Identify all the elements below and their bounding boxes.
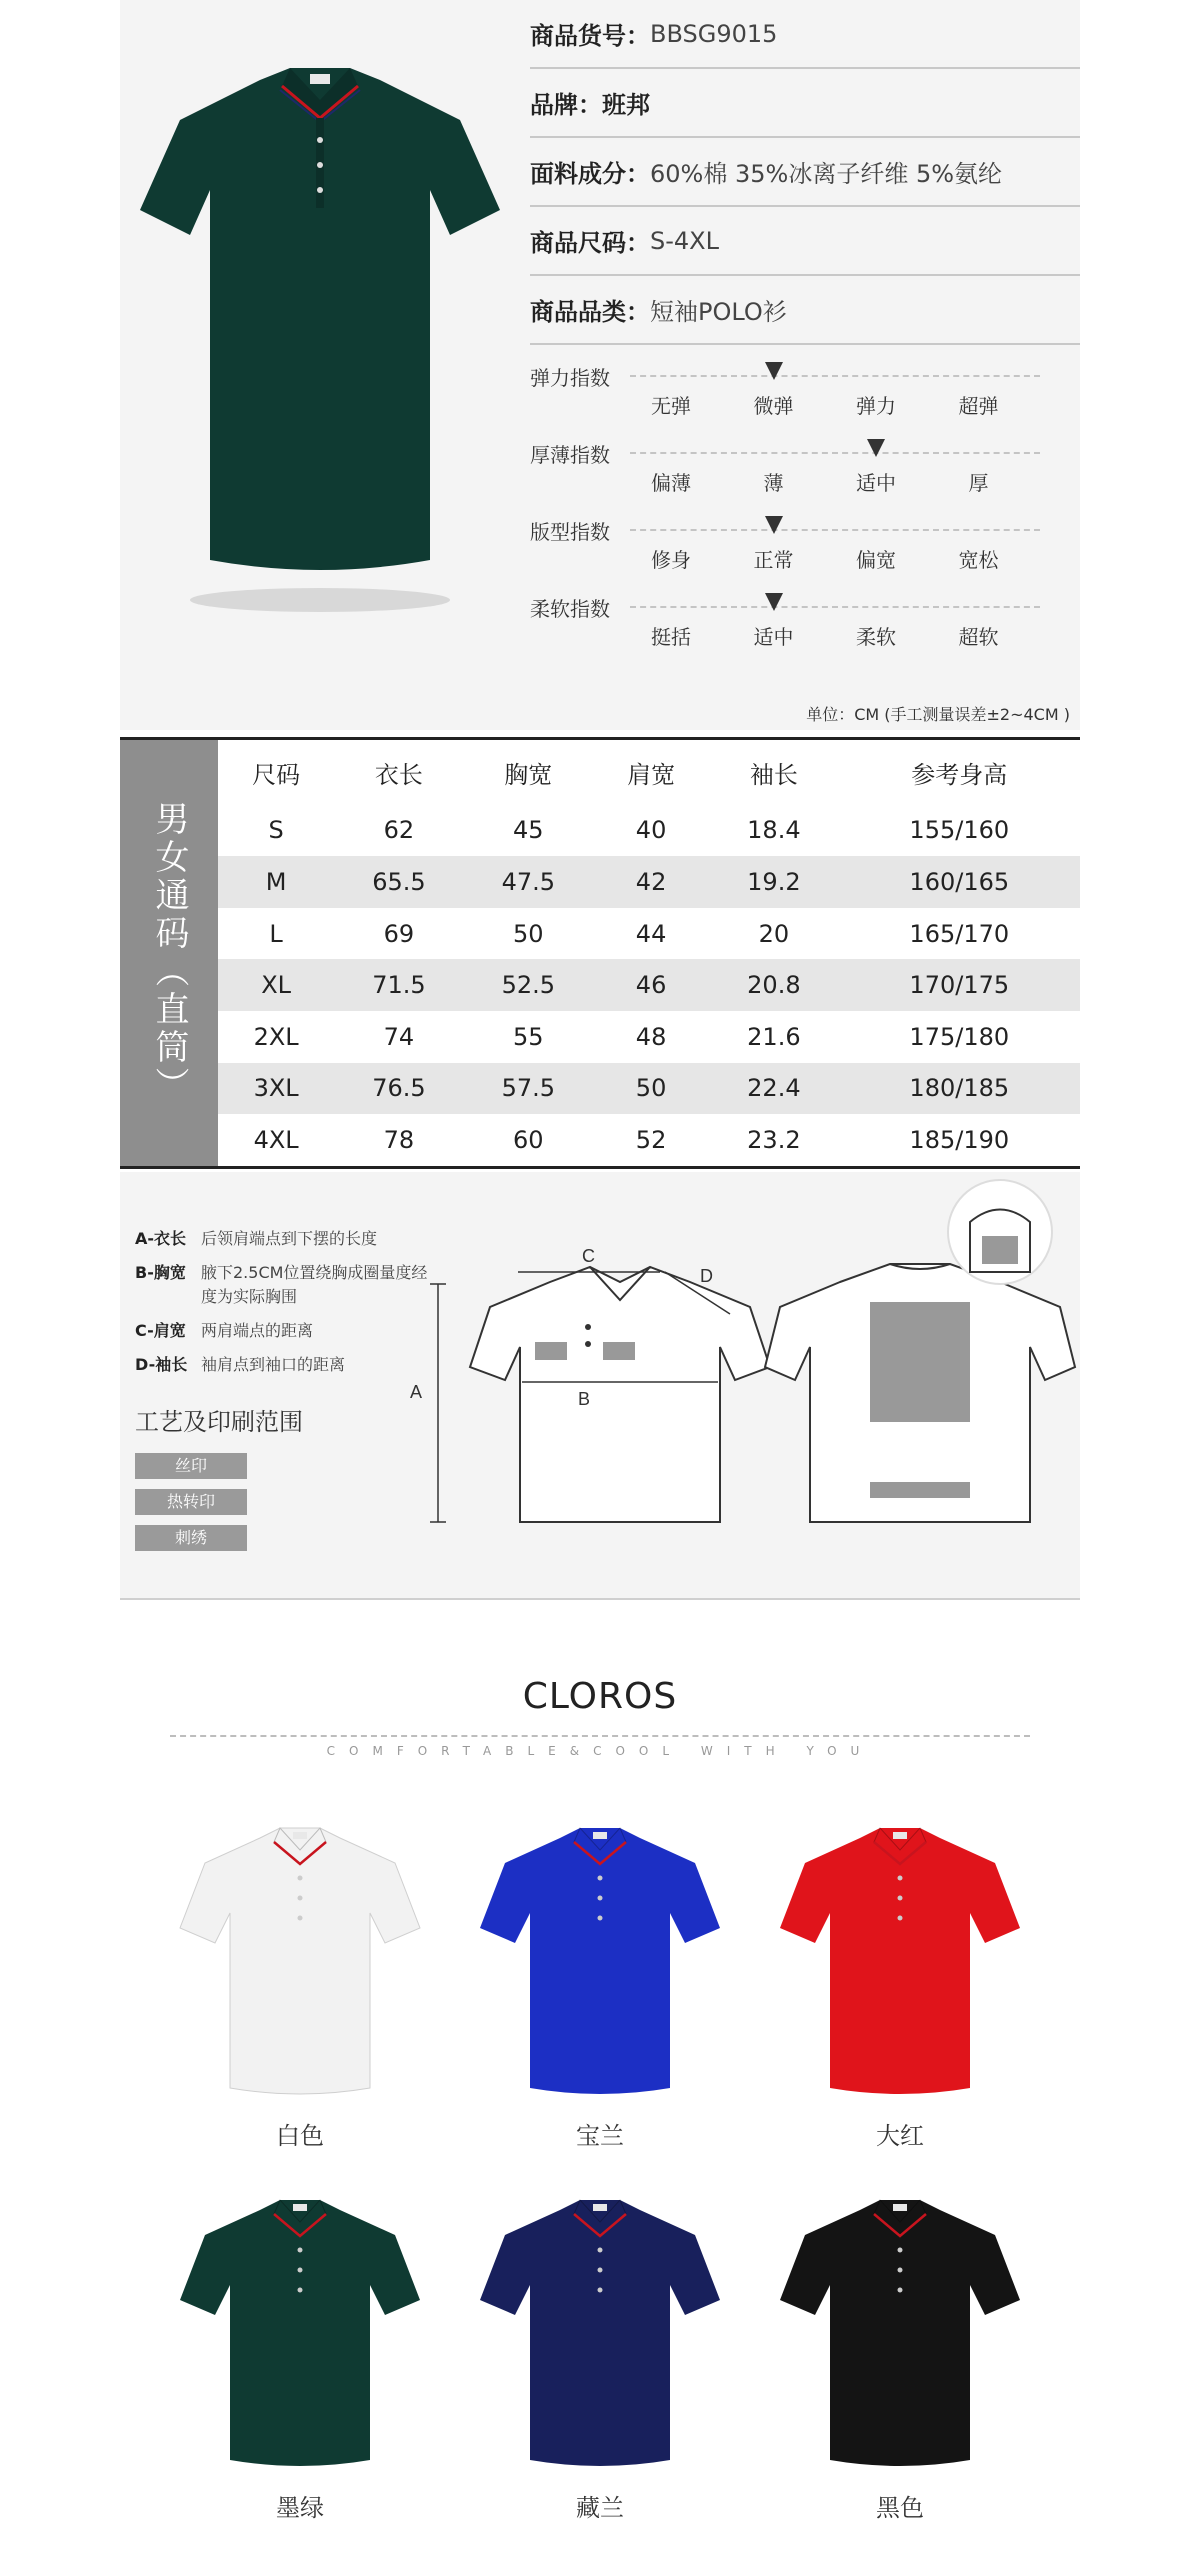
table-cell: L <box>269 919 283 948</box>
table-cell: 20.8 <box>747 971 801 1000</box>
table-cell: 47.5 <box>501 867 555 896</box>
size-table <box>218 740 1080 1166</box>
index-option: 微弹 <box>753 394 794 418</box>
index-marker-icon <box>765 516 783 534</box>
spec-label: 品牌：班邦 <box>530 91 650 119</box>
index-row-fit <box>530 504 1080 581</box>
table-cell: 78 <box>383 1126 415 1155</box>
table-cell: 42 <box>635 867 667 896</box>
label-b: B <box>578 1389 591 1409</box>
index-marker-icon <box>765 593 783 611</box>
column-header: 衣长 <box>374 760 423 789</box>
table-cell: 50 <box>513 919 544 948</box>
table-cell: 71.5 <box>372 971 426 1000</box>
spec-value: BBSG9015 <box>650 19 778 48</box>
table-cell: 62 <box>383 816 415 845</box>
craft-title: 工艺及印刷范围 <box>135 1408 303 1436</box>
spec-value: S-4XL <box>650 226 719 255</box>
table-cell: 76.5 <box>372 1074 426 1103</box>
table-cell: 48 <box>635 1022 667 1051</box>
label-d: D <box>700 1266 713 1286</box>
table-cell: 180/185 <box>909 1074 1010 1103</box>
index-option: 偏薄 <box>651 471 691 495</box>
index-scale-line <box>630 452 1040 454</box>
polo-shirt-image <box>170 1818 430 2108</box>
table-cell: 18.4 <box>747 816 801 845</box>
brand-divider <box>170 1735 1030 1737</box>
column-header: 尺码 <box>252 760 301 789</box>
index-option: 无弹 <box>651 394 691 418</box>
index-option: 修身 <box>651 548 691 572</box>
table-cell: 69 <box>383 919 415 948</box>
measure-desc: 袖肩点到袖口的距离 <box>201 1355 346 1374</box>
table-row <box>218 856 1080 908</box>
label-a: A <box>410 1382 423 1402</box>
shirt-measurement-drawing <box>120 1172 1080 1600</box>
index-option: 超软 <box>958 625 999 649</box>
craft-chip-embroidery: 刺绣 <box>135 1525 247 1551</box>
measure-key: D-袖长 <box>135 1355 188 1374</box>
color-name: 宝兰 <box>576 2122 624 2150</box>
table-row <box>218 908 1080 960</box>
index-scale-line <box>630 606 1040 608</box>
front-right-print-area <box>603 1342 635 1360</box>
polo-shirt-image <box>470 2190 730 2480</box>
measure-desc: 后领肩端点到下摆的长度 <box>201 1229 378 1248</box>
index-row-softness <box>530 581 1080 658</box>
spec-label: 商品货号： <box>530 22 650 50</box>
table-cell: 22.4 <box>747 1074 801 1103</box>
table-cell: 3XL <box>253 1074 299 1103</box>
brand-tagline: COMFORTABLE&COOL WITH YOU <box>326 1744 874 1758</box>
polo-shirt-image <box>770 2190 1030 2480</box>
index-scale-line <box>630 529 1040 531</box>
column-header: 肩宽 <box>627 760 676 789</box>
spec-row-fabric <box>530 138 1080 207</box>
table-cell: 50 <box>635 1074 667 1103</box>
table-cell: 20 <box>758 919 790 948</box>
table-row <box>218 1114 1080 1166</box>
spec-row-size-range <box>530 207 1080 276</box>
table-cell: 60 <box>513 1126 544 1155</box>
table-cell: M <box>265 867 287 896</box>
color-name: 白色 <box>276 2122 324 2150</box>
spec-row-brand <box>530 69 1080 138</box>
brand-title: CLOROS <box>522 1676 678 1717</box>
table-cell: 155/160 <box>909 816 1010 845</box>
table-cell: 185/190 <box>909 1126 1010 1155</box>
table-row <box>218 959 1080 1011</box>
color-swatch-dark-green[interactable] <box>170 2190 430 2520</box>
back-print-area <box>870 1302 970 1422</box>
column-header: 参考身高 <box>911 760 1008 789</box>
index-name: 弹力指数 <box>530 366 610 390</box>
color-name: 藏兰 <box>576 2494 624 2522</box>
table-cell: 2XL <box>253 1022 299 1051</box>
spec-value: 60%棉 35%冰离子纤维 5%氨纶 <box>650 160 1003 188</box>
index-option: 偏宽 <box>856 548 896 572</box>
table-row <box>218 1011 1080 1063</box>
measure-desc: 腋下2.5CM位置绕胸成圈量度经度为实际胸围 <box>201 1263 428 1306</box>
index-option: 挺括 <box>651 625 691 649</box>
index-option: 弹力 <box>856 394 896 418</box>
table-cell: 23.2 <box>747 1126 801 1155</box>
product-info-section <box>120 0 1080 730</box>
spec-label: 面料成分： <box>530 160 650 188</box>
polo-shirt-image <box>770 1818 1030 2108</box>
hero-polo-shirt-image <box>130 60 510 620</box>
table-row <box>218 1063 1080 1115</box>
table-cell: 45 <box>513 816 544 845</box>
unit-note: 单位：CM (手工测量误差±2~4CM ) <box>806 705 1070 724</box>
column-header: 胸宽 <box>504 760 553 789</box>
index-option: 厚 <box>968 471 989 495</box>
table-cell: 65.5 <box>372 867 426 896</box>
size-chart-side-label <box>120 740 218 1166</box>
table-cell: 52.5 <box>501 971 555 1000</box>
neck-label-print-area <box>982 1236 1018 1264</box>
table-header-row <box>218 740 1080 805</box>
color-swatch-white[interactable] <box>170 1818 430 2148</box>
measure-key: A-衣长 <box>135 1229 187 1248</box>
table-cell: 165/170 <box>909 919 1010 948</box>
index-scale-line <box>630 375 1040 377</box>
index-row-thickness <box>530 427 1080 504</box>
color-name: 黑色 <box>876 2494 924 2522</box>
index-row-elasticity <box>530 350 1080 427</box>
spec-label: 商品尺码： <box>530 229 650 257</box>
table-cell: 44 <box>635 919 667 948</box>
color-name: 大红 <box>876 2122 924 2150</box>
measure-key: B-胸宽 <box>135 1263 186 1282</box>
size-chart <box>120 737 1080 1169</box>
front-left-print-area <box>535 1342 567 1360</box>
unisex-straight-label: 男女通码（直筒） <box>149 801 189 1105</box>
table-cell: S <box>268 816 284 845</box>
index-option: 超弹 <box>958 394 999 418</box>
label-c: C <box>582 1246 595 1266</box>
table-cell: 170/175 <box>909 971 1010 1000</box>
table-row <box>218 805 1080 857</box>
color-swatch-red[interactable] <box>770 1818 1030 2148</box>
index-option: 适中 <box>856 471 896 495</box>
table-cell: 74 <box>383 1022 415 1051</box>
color-swatch-black[interactable] <box>770 2190 1030 2520</box>
spec-row-category <box>530 276 1080 345</box>
table-cell: 52 <box>635 1126 667 1155</box>
index-name: 柔软指数 <box>530 597 610 621</box>
color-swatch-navy[interactable] <box>470 2190 730 2520</box>
craft-chip-heat-transfer: 热转印 <box>135 1489 247 1515</box>
index-option: 正常 <box>753 548 794 572</box>
color-name: 墨绿 <box>276 2494 324 2522</box>
polo-shirt-image <box>170 2190 430 2480</box>
table-cell: 57.5 <box>501 1074 555 1103</box>
back-hem-print-area <box>870 1482 970 1498</box>
table-cell: 40 <box>635 816 667 845</box>
spec-value: 短袖POLO衫 <box>650 298 787 326</box>
table-cell: XL <box>261 971 292 1000</box>
index-option: 适中 <box>753 625 794 649</box>
index-option: 薄 <box>763 471 784 495</box>
table-cell: 19.2 <box>747 867 801 896</box>
index-marker-icon <box>765 362 783 380</box>
index-name: 版型指数 <box>530 520 610 544</box>
table-cell: 55 <box>513 1022 544 1051</box>
index-option: 宽松 <box>958 548 999 572</box>
column-header: 袖长 <box>749 760 798 789</box>
table-cell: 46 <box>635 971 667 1000</box>
measurement-diagram-section <box>120 1172 1080 1600</box>
index-name: 厚薄指数 <box>530 443 610 467</box>
measure-key: C-肩宽 <box>135 1321 186 1340</box>
color-swatch-royal-blue[interactable] <box>470 1818 730 2148</box>
spec-row-item-no <box>530 0 1080 69</box>
front-shirt-outline <box>470 1267 770 1522</box>
table-cell: 4XL <box>253 1126 299 1155</box>
table-cell: 21.6 <box>747 1022 801 1051</box>
spec-label: 商品品类： <box>530 298 650 326</box>
spec-list <box>530 0 1080 345</box>
table-cell: 175/180 <box>909 1022 1010 1051</box>
index-marker-icon <box>867 439 885 457</box>
measure-desc: 两肩端点的距离 <box>201 1321 314 1340</box>
fabric-index-scales <box>530 350 1080 658</box>
index-option: 柔软 <box>856 625 896 649</box>
polo-shirt-image <box>470 1818 730 2108</box>
craft-chip-screen-print: 丝印 <box>135 1453 247 1479</box>
table-cell: 160/165 <box>909 867 1010 896</box>
